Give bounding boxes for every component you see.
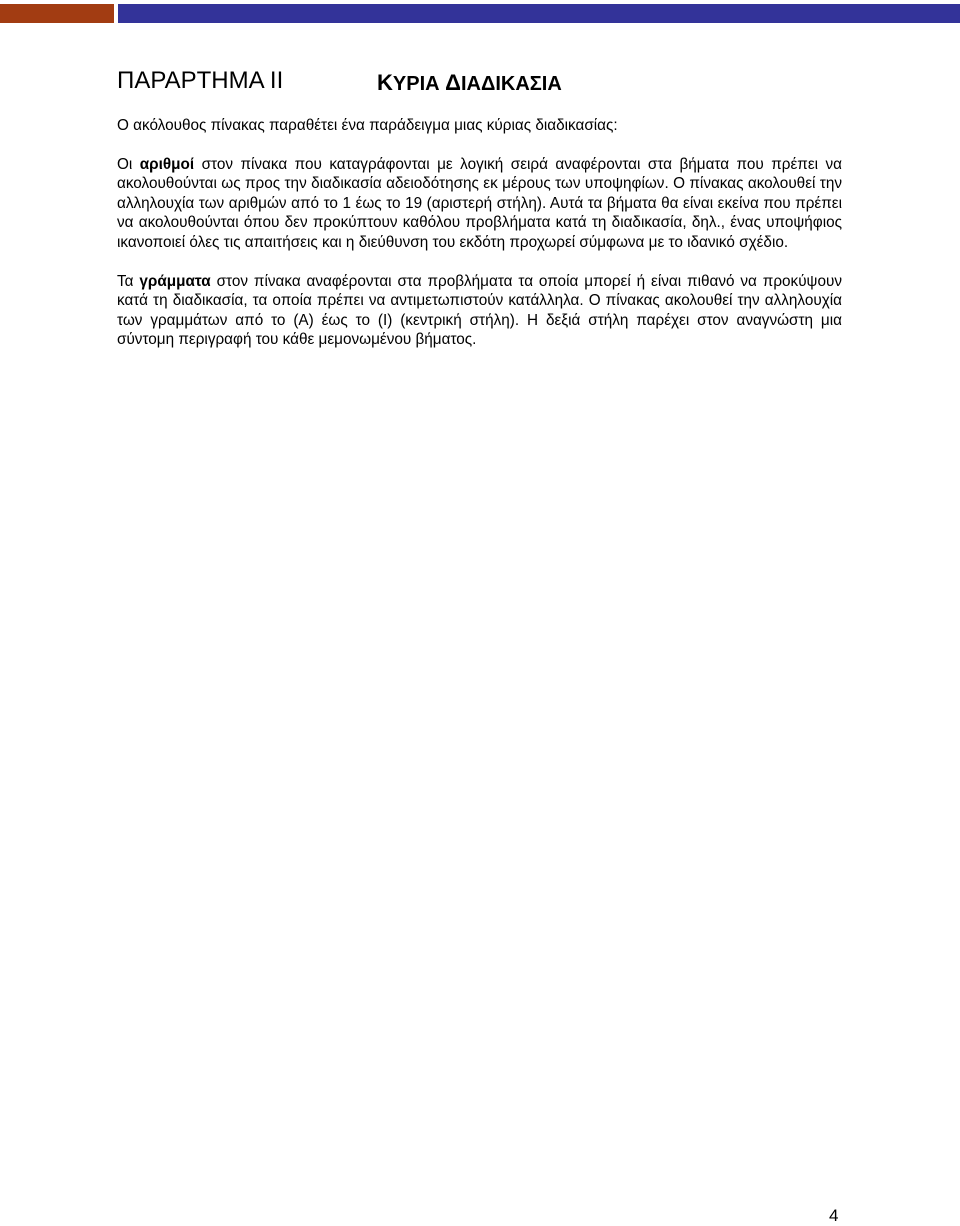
subtitle-part-2: ΙΑΔΙΚΑΣΙΑ bbox=[460, 73, 562, 95]
numbers-paragraph-lead: Οι bbox=[117, 155, 140, 173]
annex-heading bbox=[117, 66, 843, 100]
numbers-paragraph bbox=[117, 155, 842, 253]
numbers-paragraph-text: στον πίνακα που καταγράφονται με λογική σειρά αναφέρονται στα βήματα που πρέπει να ακολουθούνται ως προς την διαδικασία αδειοδότησης εκ μέρους των υποψηφίων. Ο πίνακας ακολουθεί την αλληλουχία των αριθμών από το 1 έως το 19 (αριστερή στήλη). Αυτά τα βήματα θα είναι εκείνα που πρέπει να ακολουθούνται όπου δεν προκύπτουν καθόλου προβλήματα κατά τη διαδικασία, δηλ., ένας υποψήφιος ικανοποιεί όλες τις απαιτήσεις και η διεύθυνση του εκδότη προχωρεί σύμφωνα με το ιδανικό σχέδιο. bbox=[117, 155, 843, 251]
letters-paragraph-lead: Τα bbox=[117, 272, 140, 290]
letters-paragraph-text: στον πίνακα αναφέρονται στα προβλήματα τα οποία μπορεί ή είναι πιθανό να προκύψουν κατά τη διαδικασία, τα οποία πρέπει να αντιμετωπιστούν κατάλληλα. Ο πίνακας ακολουθεί την αλληλουχία των γραμμάτων από το (Α) έως το (Ι) (κεντρική στήλη). Η δεξιά στήλη παρέχει στον αναγνώστη μια σύντομη περιγραφή του κάθε μεμονωμένου βήματος. bbox=[117, 272, 842, 349]
intro-paragraph: Ο ακόλουθος πίνακας παραθέτει ένα παράδειγμα μιας κύριας διαδικασίας: bbox=[117, 117, 618, 134]
page-number: 4 bbox=[829, 1206, 839, 1225]
document-body bbox=[117, 116, 842, 369]
top-bar-accent-left bbox=[0, 4, 114, 23]
subtitle-initial-1: Κ bbox=[377, 70, 393, 95]
letters-keyword: γράμματα bbox=[139, 272, 211, 290]
letters-paragraph bbox=[117, 272, 842, 350]
subtitle-part-1: ΥΡΙΑ bbox=[392, 73, 446, 95]
top-bar-accent-right bbox=[118, 4, 960, 23]
top-decorative-bar bbox=[0, 4, 960, 23]
annex-label: ΠΑΡΑΡΤΗΜΑ ΙΙ bbox=[117, 67, 284, 94]
numbers-keyword: αριθμοί bbox=[139, 155, 195, 173]
subtitle-initial-2: Δ bbox=[445, 70, 461, 95]
annex-subtitle bbox=[377, 68, 562, 99]
